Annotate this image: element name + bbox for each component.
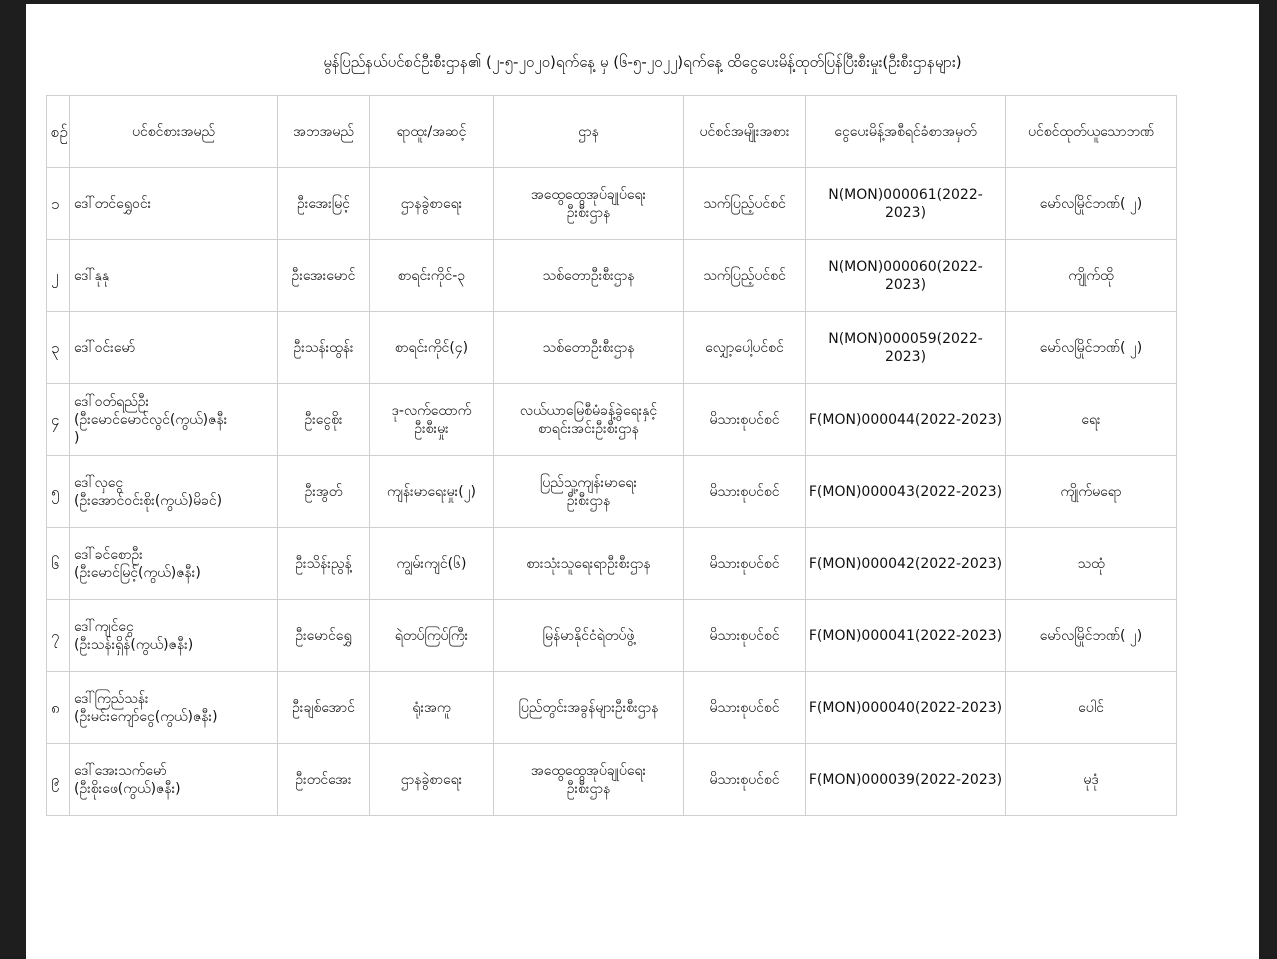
father-name: ဦးသိန်းညွန့် [278,528,370,600]
bank: မုဒုံ [1006,744,1177,816]
rank [370,528,494,600]
father-name: ဦးတင်အေး [278,744,370,816]
rank-line: ရုံးအကူ [412,699,451,716]
father-name: ဦးချစ်အောင် [278,672,370,744]
pensioner-name [70,600,278,672]
rank-line: ရဲတပ်ကြပ်ကြီး [394,627,469,644]
table-row [47,600,1177,672]
table-row [47,456,1177,528]
pension-type: သက်ပြည့်ပင်စင် [684,168,806,240]
pension-table [46,95,1177,816]
reference-number: F(MON)000039(2022-2023) [806,744,1006,816]
reference-number: F(MON)000044(2022-2023) [806,384,1006,456]
row-number: ၉ [47,744,70,816]
department [494,312,684,384]
rank [370,456,494,528]
bank: သထုံ [1006,528,1177,600]
department [494,456,684,528]
pension-type: လျှော့ပေါ့ပင်စင် [684,312,806,384]
reference-number: N(MON)000059(2022-2023) [806,312,1006,384]
pension-type: မိသားစုပင်စင် [684,744,806,816]
rank-line: ဌာနခွဲစာရေး [400,771,463,788]
reference-number: F(MON)000040(2022-2023) [806,672,1006,744]
father-name: ဦးငွေစိုး [278,384,370,456]
pensioner-name-line: (ဦးမင်းကျော်ငွေ(ကွယ်)ဇနီး) [74,708,218,725]
header-no: စဉ် [47,96,70,168]
pensioner-name-line: ဒေါ်ခင်စောဦး [74,546,143,563]
department-line: သစ်တောဦးစီးဌာန [542,267,635,284]
department-line: စာရင်းအင်းဦးစီးဌာန [538,420,639,437]
pensioner-name [70,312,278,384]
table-header-row [47,96,1177,168]
pensioner-name-line: (ဦးမောင်မြင့်(ကွယ်)ဇနီး) [74,564,201,581]
header-department: ဌာန [494,96,684,168]
pensioner-name-line: ) [74,429,80,446]
table-row [47,672,1177,744]
pensioner-name-line: ဒေါ်အေးသက်မော် [74,762,167,779]
row-number: ၈ [47,672,70,744]
pensioner-name-line: ဒေါ်တင်ရွှေဝင်း [74,195,152,212]
rank [370,600,494,672]
father-name: ဦးအေးမောင် [278,240,370,312]
pension-type: မိသားစုပင်စင် [684,384,806,456]
department-line: ဦးစီးဌာန [566,780,611,797]
header-rank: ရာထူး/အဆင့် [370,96,494,168]
row-number: ၁ [47,168,70,240]
pensioner-name-line: ဒေါ်ကျင်ငွေ [74,618,134,635]
pensioner-name [70,672,278,744]
pensioner-name-line: ဒေါ်လှငွေ [74,474,124,491]
table-row [47,312,1177,384]
rank [370,168,494,240]
rank-line: ကျွမ်းကျင်(၆) [396,555,467,572]
row-number: ၇ [47,600,70,672]
pensioner-name [70,456,278,528]
department-line: သစ်တောဦးစီးဌာန [542,339,635,356]
rank-line: ဦးစီးမှုး [414,420,449,437]
rank-line: စာရင်းကိုင်-၃ [397,267,466,284]
table-row [47,744,1177,816]
pensioner-name [70,384,278,456]
table-row [47,240,1177,312]
rank-line: ဒု-လက်ထောက် [391,402,472,419]
table-row [47,384,1177,456]
pensioner-name [70,240,278,312]
rank [370,744,494,816]
pensioner-name-line: (ဦးအောင်ဝင်းစိုး(ကွယ်)မိခင်) [74,492,223,509]
father-name: ဦးသန်းထွန်း [278,312,370,384]
pensioner-name-line: ဒေါ်ဝတ်ရည်ဦး [74,393,150,410]
bank: ရေး [1006,384,1177,456]
table-row [47,528,1177,600]
row-number: ၆ [47,528,70,600]
rank [370,240,494,312]
pension-type: မိသားစုပင်စင် [684,528,806,600]
page-title: မွန်ပြည်နယ်ပင်စင်ဦးစီးဌာန၏ (၂-၅-၂၀၂၀)ရက်နေ့ မှ (၆-၅-၂၀၂၂)ရက်နေ့ ထိငွေပေးမိန့်ထုတ်ပြန်ပြီးစီးမှုး(ဦးစီးဌာနများ) [323,53,962,71]
pensioner-name-line: (ဦးစိုးဖေ(ကွယ်)ဇနီး) [74,780,181,797]
reference-number: N(MON)000060(2022-2023) [806,240,1006,312]
pensioner-name-line: (ဦးသန်းရှိန်(ကွယ်)ဇနီး) [74,636,194,653]
father-name: ဦးအွတ် [278,456,370,528]
department-line: အထွေထွေအုပ်ချုပ်ရေး [530,186,647,203]
pensioner-name-line: ဒေါ်ဝင်းမော် [74,339,136,356]
bank: ကျိုက်မရော [1006,456,1177,528]
header-name: ပင်စင်စားအမည် [70,96,278,168]
header-bank: ပင်စင်ထုတ်ယူသောဘဏ် [1006,96,1177,168]
reference-number: F(MON)000042(2022-2023) [806,528,1006,600]
bank: မော်လမြိုင်ဘဏ်( ၂) [1006,312,1177,384]
pensioner-name-line: (ဦးမောင်မောင်လွင်(ကွယ်)ဇနီး [74,411,228,428]
header-reference: ငွေပေးမိန့်အစီရင်ခံစာအမှတ် [806,96,1006,168]
bank: ကျိုက်ထို [1006,240,1177,312]
department-line: ပြည်သူ့ကျန်းမာရေး [539,474,638,491]
department [494,384,684,456]
department [494,168,684,240]
row-number: ၂ [47,240,70,312]
header-father: အဘအမည် [278,96,370,168]
rank-line: စာရင်းကိုင်(၄) [394,339,469,356]
father-name: ဦးအေးမြင့် [278,168,370,240]
header-pension-type: ပင်စင်အမျိုးအစား [684,96,806,168]
document-page [26,4,1259,959]
pensioner-name [70,744,278,816]
father-name: ဦးမောင်ရွှေ [278,600,370,672]
department [494,528,684,600]
department [494,744,684,816]
pensioner-name [70,168,278,240]
rank-line: ကျန်းမာရေးမှုး(၂) [386,483,477,500]
bank: ပေါင် [1006,672,1177,744]
rank [370,384,494,456]
department [494,672,684,744]
rank [370,312,494,384]
department-line: ပြည်တွင်းအခွန်များဦးစီးဌာန [518,699,659,716]
department-line: ဦးစီးဌာန [566,492,611,509]
department [494,240,684,312]
reference-number: F(MON)000041(2022-2023) [806,600,1006,672]
rank-line: ဌာနခွဲစာရေး [400,195,463,212]
department-line: ဦးစီးဌာန [566,204,611,221]
reference-number: N(MON)000061(2022-2023) [806,168,1006,240]
bank: မော်လမြိုင်ဘဏ်( ၂) [1006,168,1177,240]
reference-number: F(MON)000043(2022-2023) [806,456,1006,528]
department-line: လယ်ယာမြေစီမံခန့်ခွဲရေးနှင့် [519,402,658,419]
pension-type: မိသားစုပင်စင် [684,672,806,744]
pension-type: မိသားစုပင်စင် [684,456,806,528]
pension-type: သက်ပြည့်ပင်စင် [684,240,806,312]
department-line: စားသုံးသူရေးရာဦးစီးဌာန [526,555,651,572]
row-number: ၅ [47,456,70,528]
pensioner-name-line: ဒေါ်ကြည်သန်း [74,690,149,707]
pension-type: မိသားစုပင်စင် [684,600,806,672]
pensioner-name-line: ဒေါ်နုနု [74,267,110,284]
row-number: ၃ [47,312,70,384]
bank: မော်လမြိုင်ဘဏ်( ၂) [1006,600,1177,672]
row-number: ၄ [47,384,70,456]
department-line: အထွေထွေအုပ်ချုပ်ရေး [530,762,647,779]
rank [370,672,494,744]
pensioner-name [70,528,278,600]
department [494,600,684,672]
table-body [47,96,1177,816]
department-line: မြန်မာနိုင်ငံရဲတပ်ဖွဲ့ [542,627,635,644]
table-row [47,168,1177,240]
